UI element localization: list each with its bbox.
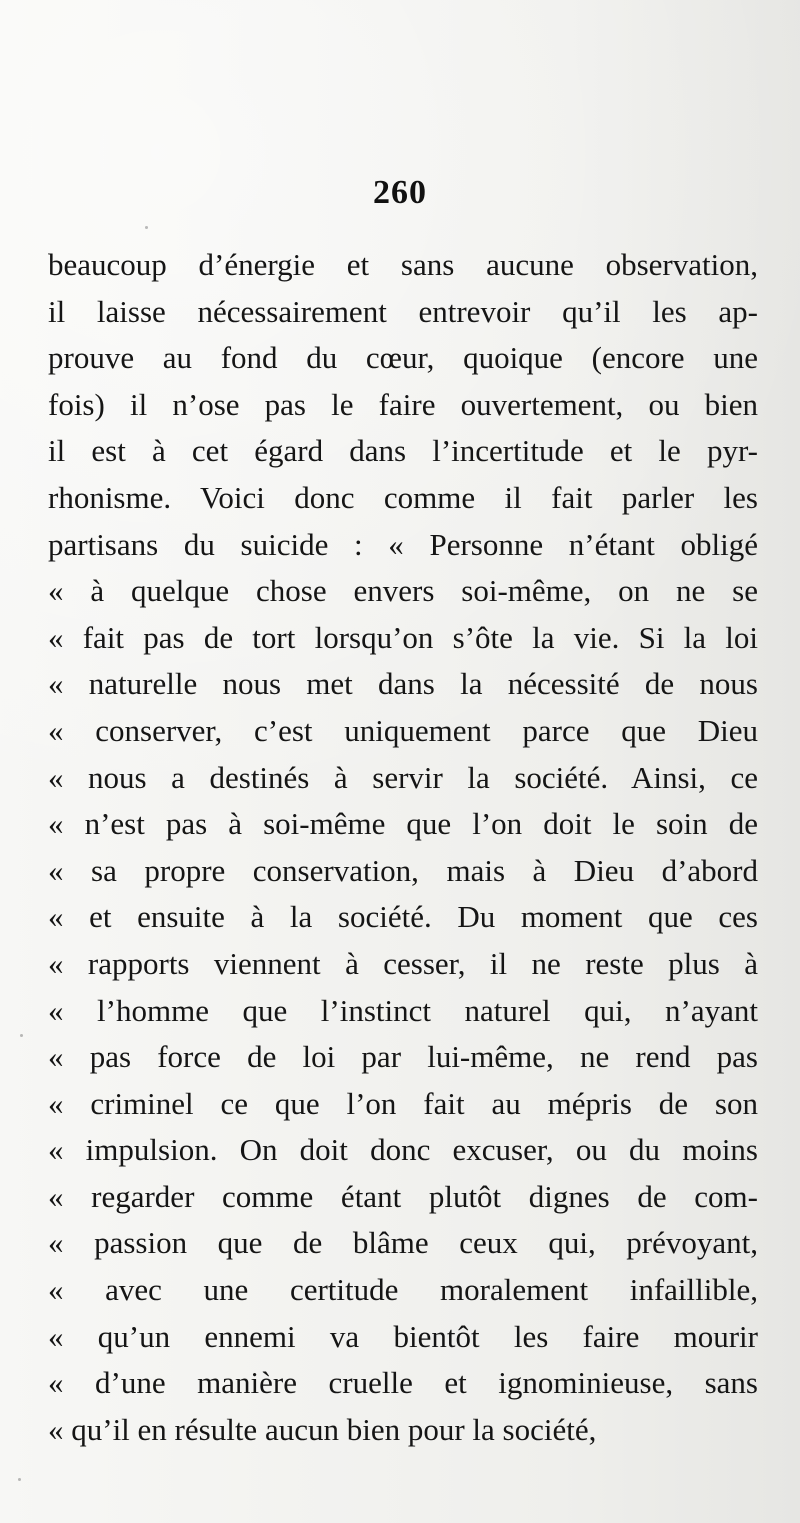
text-line: « conserver, c’est uniquement parce que Dieu: [48, 712, 758, 748]
text-line: fois) il n’ose pas le faire ouvertement, ou bien: [48, 386, 758, 422]
text-line: beaucoup d’énergie et sans aucune observation,: [48, 247, 758, 282]
text-line: « impulsion. On doit donc excuser, ou du moins: [48, 1132, 758, 1168]
body-text: [48, 242, 758, 1453]
text-line: « nous a destinés à servir la société. Ainsi, ce: [48, 759, 758, 795]
paper-speck: [20, 1034, 23, 1037]
paper-speck: [145, 226, 148, 229]
text-line: prouve au fond du cœur, quoique (encore une: [48, 340, 758, 376]
text-line: « fait pas de tort lorsqu’on s’ôte la vie. Si la loi: [48, 619, 758, 655]
text-line: « qu’un ennemi va bientôt les faire mourir: [48, 1318, 758, 1354]
text-line: « d’une manière cruelle et ignominieuse, sans: [48, 1365, 758, 1401]
text-line: il laisse nécessairement entrevoir qu’il les ap-: [48, 293, 758, 329]
text-line: « regarder comme étant plutôt dignes de com-: [48, 1178, 758, 1214]
text-line: rhonisme. Voici donc comme il fait parler les: [48, 479, 758, 515]
text-line: « l’homme que l’instinct naturel qui, n’ayant: [48, 992, 758, 1028]
text-line: « passion que de blâme ceux qui, prévoyant,: [48, 1225, 758, 1261]
text-line: « rapports viennent à cesser, il ne reste plus à: [48, 945, 758, 981]
text-line: « et ensuite à la société. Du moment que ces: [48, 899, 758, 935]
text-line: « n’est pas à soi-même que l’on doit le soin de: [48, 806, 758, 842]
text-line: « à quelque chose envers soi-même, on ne se: [48, 573, 758, 609]
text-line: il est à cet égard dans l’incertitude et le pyr-: [48, 433, 758, 469]
text-line: « criminel ce que l’on fait au mépris de son: [48, 1085, 758, 1121]
text-line: « qu’il en résulte aucun bien pour la société,: [48, 1411, 597, 1447]
paper-speck: [18, 1478, 21, 1481]
text-line: « avec une certitude moralement infaillible,: [48, 1272, 758, 1308]
text-line: « naturelle nous met dans la nécessité de nous: [48, 666, 758, 702]
text-line: « sa propre conservation, mais à Dieu d’abord: [48, 852, 758, 888]
page-number: 260: [373, 174, 427, 211]
text-line: partisans du suicide : « Personne n’étant obligé: [48, 526, 758, 562]
text-line: « pas force de loi par lui-même, ne rend pas: [48, 1039, 758, 1075]
